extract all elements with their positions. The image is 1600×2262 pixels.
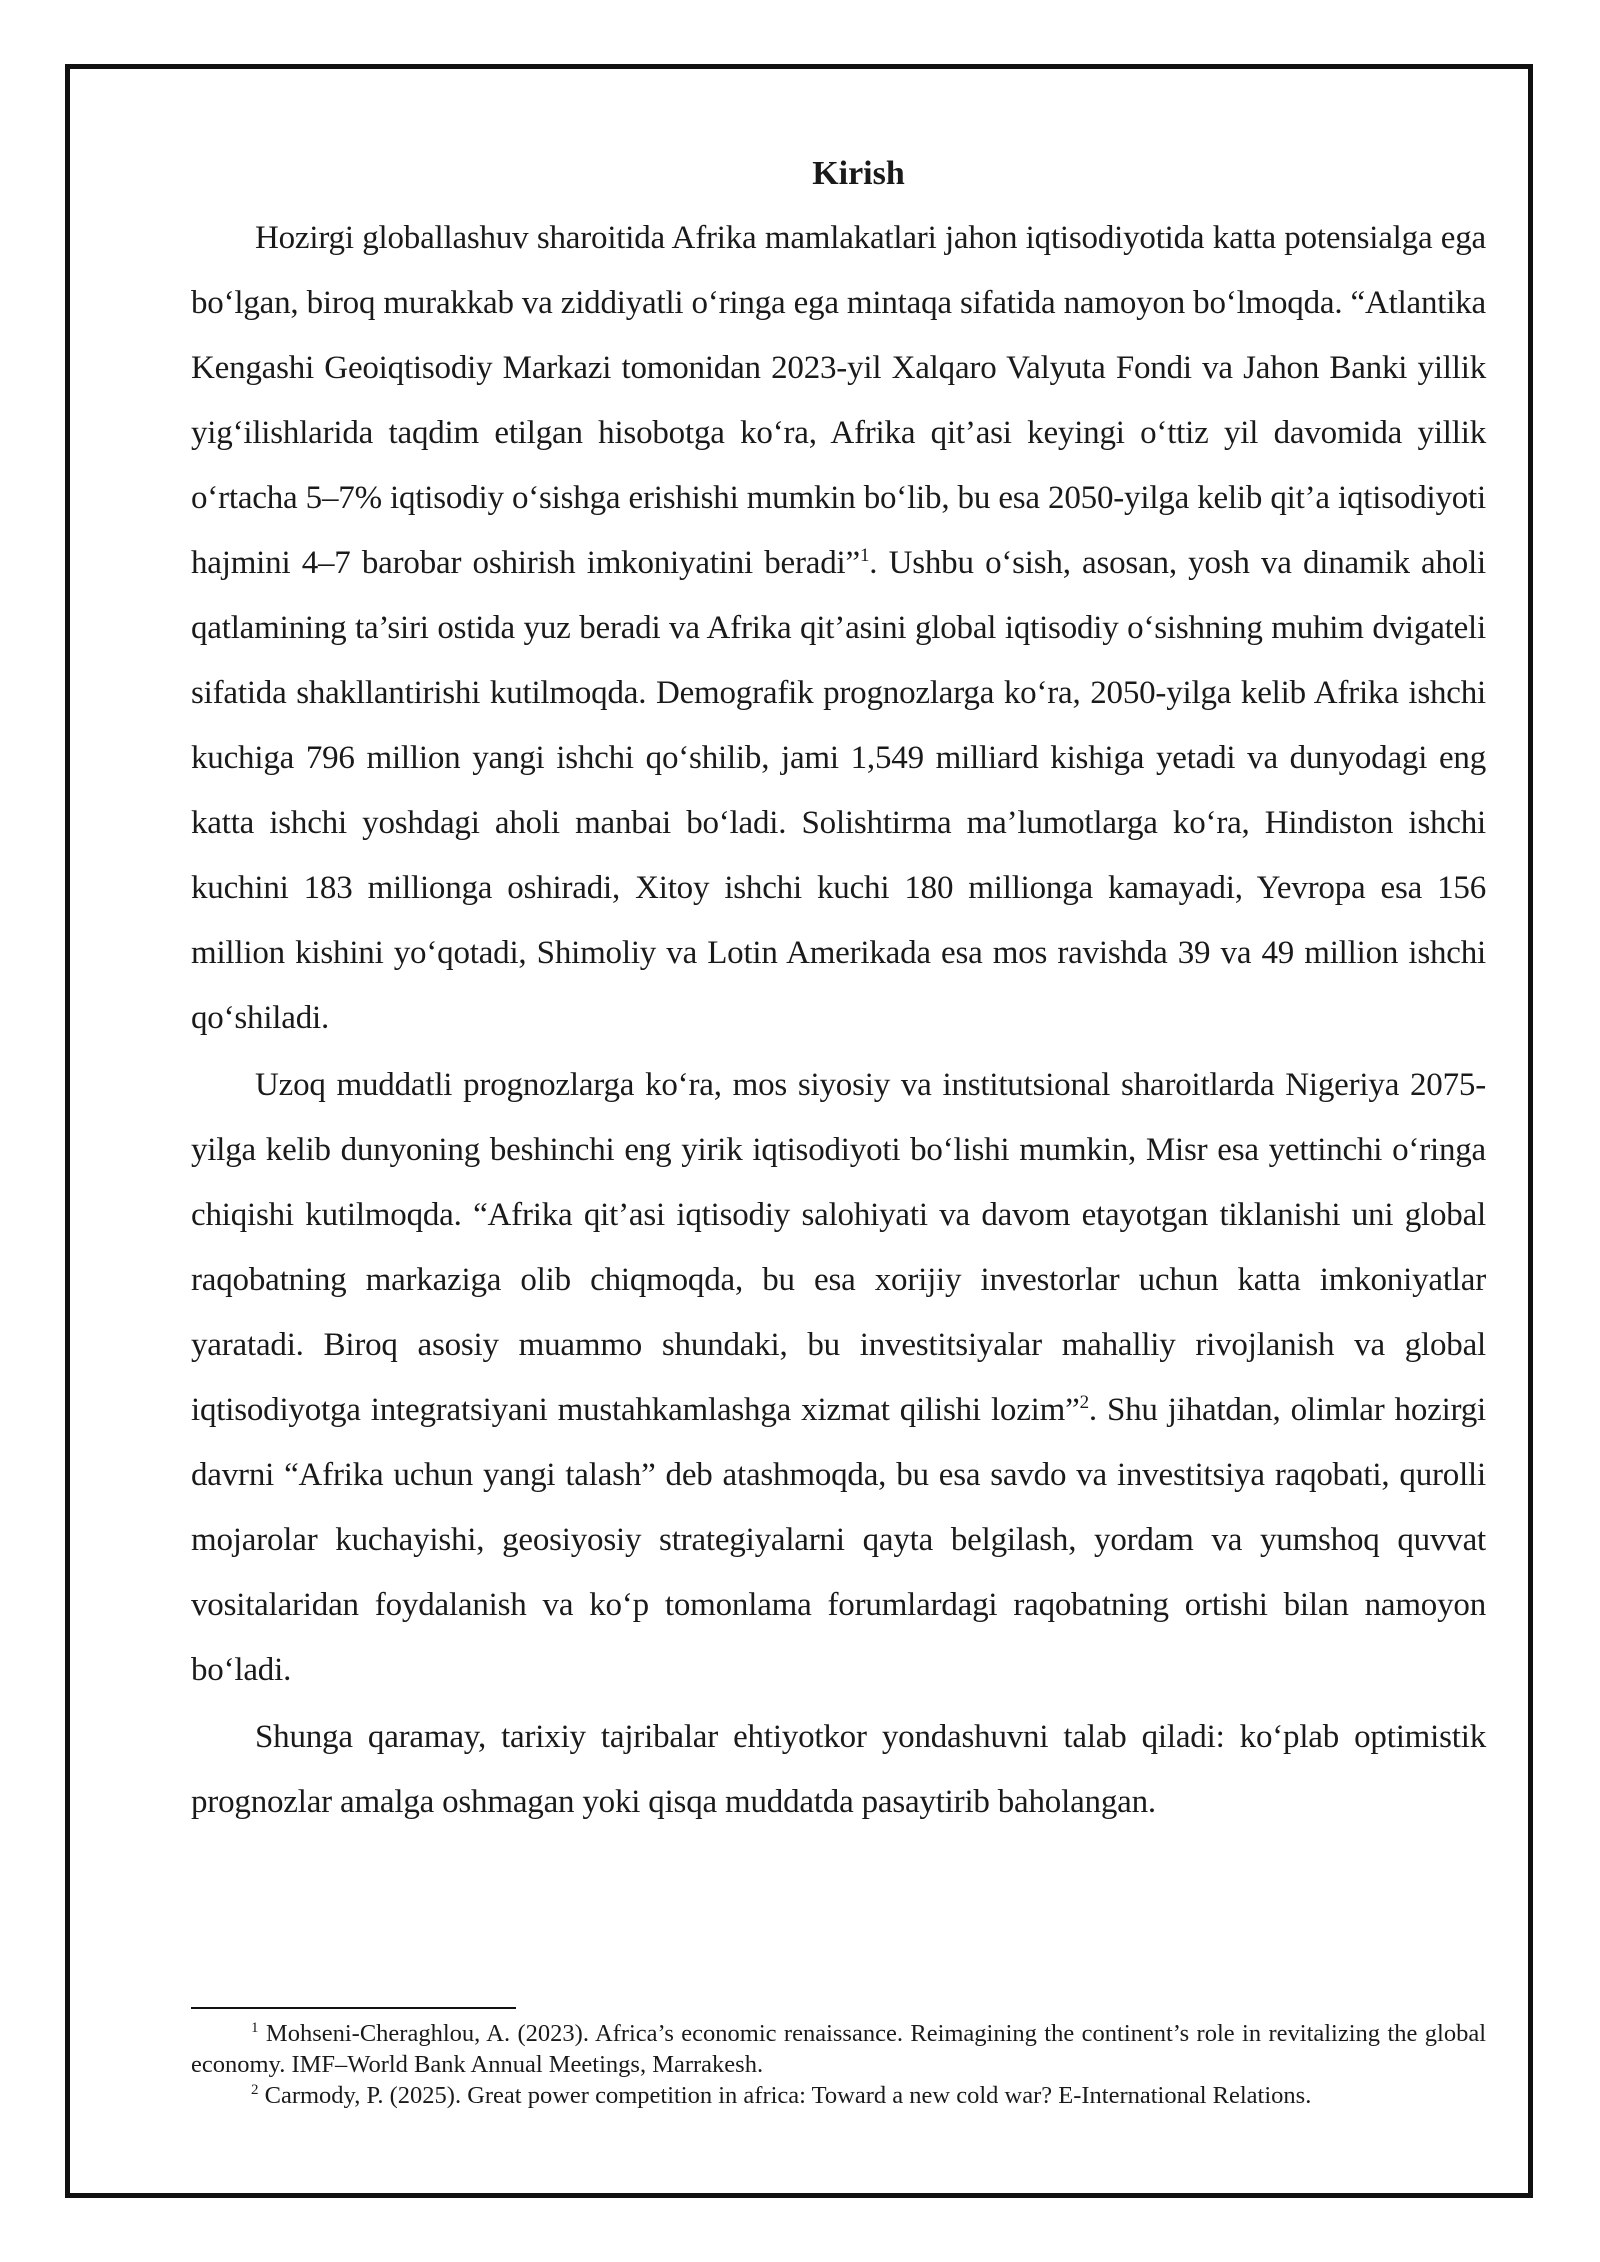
page-title: Kirish: [812, 155, 905, 192]
document-body: [191, 150, 1486, 1837]
paragraph-1-text-b: . Ushbu o‘sish, asosan, yosh va dinamik aholi qatlamining ta’siri ostida yuz beradi va Afrika qit’asini global iqtisodiy o‘sishning muhim dvigateli sifatida shakllantirishi kutilmoqda. Demografik prognozlarga ko‘ra, 2050-yilga kelib Afrika ishchi kuchiga 796 million yangi ishchi qo‘shilib, jami 1,549 milliard kishiga yetadi va dunyodagi eng katta ishchi yoshdagi aholi manbai bo‘ladi. Solishtirma ma’lumotlarga ko‘ra, Hindiston ishchi kuchini 183 millionga oshiradi, Xitoy ishchi kuchi 180 millionga kamayadi, Yevropa esa 156 million kishini yo‘qotadi, Shimoliy va Lotin Amerikada esa mos ravishda 39 va 49 million ishchi qo‘shiladi.: [191, 545, 1487, 1036]
footnote-separator: [191, 2007, 516, 2009]
footnote-2: [191, 2080, 1486, 2111]
footnote-ref-1[interactable]: 1: [859, 545, 870, 566]
footnote-ref-2[interactable]: 2: [1079, 1392, 1089, 1413]
footnote-1: [191, 2018, 1486, 2080]
paragraph-2-text-b: . Shu jihatdan, olimlar hozirgi davrni “Afrika uchun yangi talash” deb atashmoqda, bu esa savdo va investitsiya raqobati, qurolli mojarolar kuchayishi, geosiyosiy strategiyalarni qayta belgilash, yordam va yumshoq quvvat vositalaridan foydalanish va ko‘p tomonlama forumlardagi raqobatning ortishi bilan namoyon bo‘ladi.: [191, 1392, 1487, 1688]
footnote-1-text: Mohseni-Cheraghlou, A. (2023). Africa’s economic renaissance. Reimagining the continent’s role in revitalizing the global economy. IMF–World Bank Annual Meetings, Marrakesh.: [191, 2020, 1487, 2078]
paragraph-2-text-a: Uzoq muddatli prognozlarga ko‘ra, mos siyosiy va institutsional sharoitlarda Nigeriya 2075-yilga kelib dunyoning beshinchi eng yirik iqtisodiyoti bo‘lishi mumkin, Misr esa yettinchi o‘ringa chiqishi kutilmoqda. “Afrika qit’asi iqtisodiy salohiyati va davom etayotgan tiklanishi uni global raqobatning markaziga olib chiqmoqda, bu esa xorijiy investorlar uchun katta imkoniyatlar yaratadi. Biroq asosiy muammo shundaki, bu investitsiyalar mahalliy rivojlanish va global iqtisodiyotga integratsiyani mustahkamlashga xizmat qilishi lozim”: [191, 1067, 1486, 1428]
footnote-number-1: 1: [251, 2019, 259, 2036]
paragraph-1-text-a: Hozirgi globallashuv sharoitida Afrika mamlakatlari jahon iqtisodiyotida katta potensialga ega bo‘lgan, biroq murakkab va ziddiyatli o‘ringa ega mintaqa sifatida namoyon bo‘lmoqda. “Atlantika Kengashi Geoiqtisodiy Markazi tomonidan 2023-yil Xalqaro Valyuta Fondi va Jahon Banki yillik yig‘ilishlarida taqdim etilgan hisobotga ko‘ra, Afrika qit’asi keyingi o‘ttiz yil davomida yillik o‘rtacha 5–7% iqtisodiy o‘sishga erishishi mumkin bo‘lib, bu esa 2050-yilga kelib qit’a iqtisodiyoti hajmini 4–7 barobar oshirish imkoniyatini beradi”: [191, 220, 1486, 581]
paragraph-2: [191, 1053, 1486, 1703]
footnote-2-text: Carmody, P. (2025). Great power competition in africa: Toward a new cold war? E-International Relations.: [264, 2082, 1312, 2109]
paragraph-3: Shunga qaramay, tarixiy tajribalar ehtiyotkor yondashuvni talab qiladi: ko‘plab optimistik prognozlar amalga oshmagan yoki qisqa muddatda pasaytirib baholangan.: [191, 1719, 1486, 1820]
footnotes: [191, 2018, 1486, 2111]
paragraph-1: [191, 206, 1486, 1051]
footnote-number-2: 2: [251, 2081, 259, 2098]
